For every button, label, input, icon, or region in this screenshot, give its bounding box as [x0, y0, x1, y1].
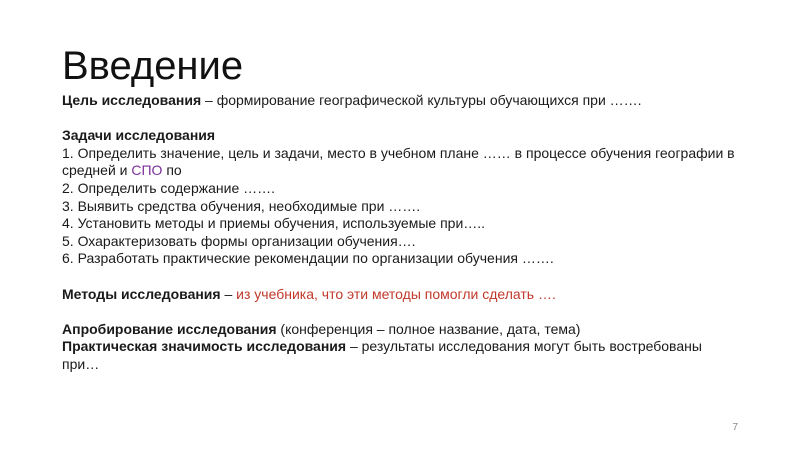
methods-text: из учебника, что эти методы помогли сделать ….	[236, 285, 556, 302]
slide-content	[62, 92, 742, 374]
significance-text: результаты исследования могут быть востребованы при…	[62, 338, 702, 372]
task-item-6: 6. Разработать практические рекомендации по организации обучения …….	[62, 250, 554, 267]
task-item-5: 5. Охарактеризовать формы организации обучения….	[62, 232, 416, 249]
approbation-label: Апробирование исследования	[62, 320, 277, 337]
task-item-1-text: 1. Определить значение, цель и задачи, место в учебном плане …… в процессе обучения географии в средней и	[62, 144, 735, 179]
spo-highlight: СПО	[131, 162, 163, 179]
methods-line	[62, 286, 742, 304]
goal-line	[62, 92, 742, 110]
task-item-3: 3. Выявить средства обучения, необходимые при …….	[62, 197, 421, 214]
approbation-text: (конференция – полное название, дата, тема)	[276, 320, 581, 337]
task-item-2: 2. Определить содержание …….	[62, 179, 276, 196]
methods-label: Методы исследования	[62, 285, 221, 302]
significance-line	[62, 338, 742, 373]
approbation-line	[62, 321, 742, 339]
task-item-1-end: по	[162, 162, 182, 179]
significance-label: Практическая значимость исследования	[62, 338, 347, 355]
page-number: 7	[732, 422, 738, 433]
tasks-heading: Задачи исследования	[62, 127, 216, 144]
task-item-1	[62, 145, 742, 180]
task-item-4: 4. Установить методы и приемы обучения, используемые при…..	[62, 215, 486, 232]
slide-title: Введение	[62, 44, 244, 88]
significance-separator: –	[346, 338, 362, 355]
goal-text: формирование географической культуры обучающихся при …….	[216, 92, 642, 108]
goal-label: Цель исследования	[62, 92, 202, 108]
methods-separator: –	[220, 285, 237, 302]
goal-separator: –	[201, 92, 217, 108]
